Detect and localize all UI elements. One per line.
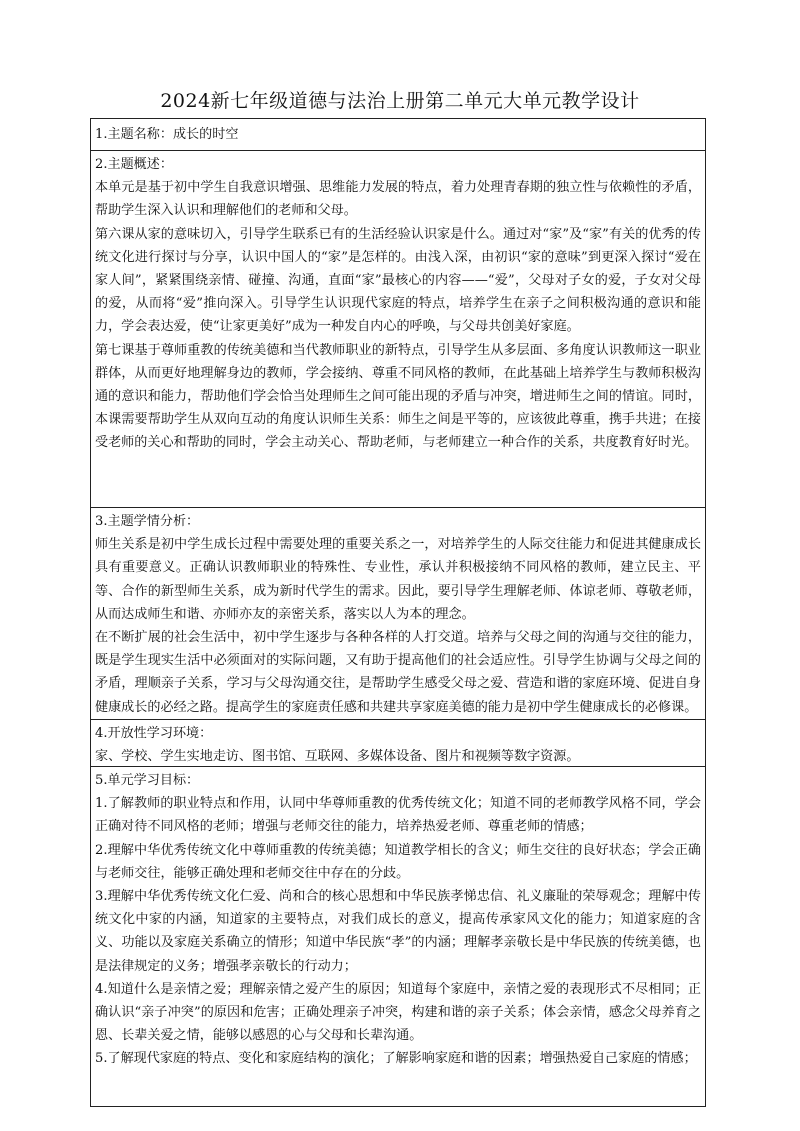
objectives-heading: 5.单元学习目标： bbox=[95, 773, 200, 788]
theme-name: 1.主题名称：成长的时空 bbox=[95, 127, 239, 142]
environment-text: 家、学校、学生实地走访、图书馆、互联网、多媒体设备、图片和视频等数字资源。 bbox=[95, 749, 580, 765]
objective-item: 4.知道什么是亲情之爱；理解亲情之爱产生的原因；知道每个家庭中，亲情之爱的表现形式不尽相同；正确认识“亲子冲突”的原因和危害；正确处理亲子冲突，构建和谐的亲子关系；体会亲情，感念父母养育之恩、长辈关爱之情，能够以感恩的心与父母和长辈沟通。 bbox=[95, 981, 701, 1044]
environment-heading: 4.开放性学习环境： bbox=[95, 726, 213, 741]
analysis-paragraph: 在不断扩展的社会生活中，初中学生逐步与各种各样的人打交道。培养与父母之间的沟通与交往的能力，既是学生现实生活中必须面对的实际问题，又有助于提高他们的社会适应性。引导学生协调与父母之间的矛盾，理顺亲子关系，学习与父母沟通交往，是帮助学生感受父母之爱、营造和谐的家庭环境、促进自身健康成长的必经之路。提高学生的家庭责任感和共建共享家庭美德的能力是初中学生健康成长的必修课。 bbox=[95, 630, 701, 715]
objectives-cell bbox=[91, 766, 705, 1106]
document-title: 2024新七年级道德与法治上册第二单元大单元教学设计 bbox=[160, 90, 640, 112]
objective-item: 2.理解中华优秀传统文化中尊师重教的传统美德；知道教学相长的含义；师生交往的良好状态；学会正确与老师交往，能够正确处理和老师交往中存在的分歧。 bbox=[95, 842, 701, 881]
environment-cell bbox=[91, 719, 705, 766]
overview-heading: 2.主题概述： bbox=[95, 157, 173, 172]
overview-paragraph: 第七课基于尊师重教的传统美德和当代教师职业的新特点，引导学生从多层面、多角度认识教师这一职业群体，从而更好地理解身边的教师，学会接纳、尊重不同风格的教师，在此基础上培养学生与教师积极沟通的意识和能力，帮助他们学会恰当处理师生之间可能出现的矛盾与冲突，增进师生之间的情谊。同时，本课需要帮助学生从双向互动的角度认识师生关系：师生之间是平等的，应该彼此尊重，携手共进；在接受老师的关心和帮助的同时，学会主动关心、帮助老师，与老师建立一种合作的关系，共度教育好时光。 bbox=[95, 342, 701, 451]
overview-paragraph: 本单元是基于初中学生自我意识增强、思维能力发展的特点，着力处理青春期的独立性与依赖性的矛盾，帮助学生深入认识和理解他们的老师和父母。 bbox=[95, 180, 701, 219]
overview-paragraph: 第六课从家的意味切入，引导学生联系已有的生活经验认识家是什么。通过对“家”及“家”有关的优秀的传统文化进行探讨与分享，认识中国人的“家”是怎样的。由浅入深，由初识“家的意味”到更深入探讨“爱在家人间”，紧紧围绕亲情、碰撞、沟通，直面“家”最核心的内容——“爱”，父母对子女的爱，子女对父母的爱，从而将“爱”推向深入。引导学生认识现代家庭的特点，培养学生在亲子之间积极沟通的意识和能力，学会表达爱，使“让家更美好”成为一种发自内心的呼唤，与父母共创美好家庭。 bbox=[95, 226, 701, 335]
objective-item: 3.理解中华优秀传统文化仁爱、尚和合的核心思想和中华民族孝悌忠信、礼义廉耻的荣辱观念；理解中传统文化中家的内涵，知道家的主要特点，对我们成长的意义，提高传承家风文化的能力；知道家庭的含义、功能以及家庭关系确立的情形；知道中华民族“孝”的内涵；理解孝亲敬长是中华民族的传统美德，也是法律规定的义务；增强孝亲敬长的行动力； bbox=[95, 889, 701, 974]
analysis-cell bbox=[91, 507, 705, 719]
theme-name-cell bbox=[91, 119, 705, 150]
objective-item: 5.了解现代家庭的特点、变化和家庭结构的演化；了解影响家庭和谐的因素；增强热爱自己家庭的情感； bbox=[95, 1051, 697, 1067]
analysis-heading: 3.主题学情分析： bbox=[95, 514, 200, 529]
design-table bbox=[90, 118, 706, 1107]
analysis-paragraph: 师生关系是初中学生成长过程中需要处理的重要关系之一，对培养学生的人际交往能力和促进其健康成长具有重要意义。正确认识教师职业的特殊性、专业性，承认并积极接纳不同风格的教师，建立民主、平等、合作的新型师生关系，成为新时代学生的需求。因此，要引导学生理解老师、体谅老师、尊敬老师，从而达成师生和谐、亦师亦友的亲密关系，落实以人为本的理念。 bbox=[95, 537, 701, 622]
objective-item: 1.了解教师的职业特点和作用，认同中华尊师重教的优秀传统文化；知道不同的老师教学风格不同，学会正确对待不同风格的老师；增强与老师交往的能力，培养热爱老师、尊重老师的情感； bbox=[95, 796, 701, 835]
overview-cell bbox=[91, 150, 705, 507]
